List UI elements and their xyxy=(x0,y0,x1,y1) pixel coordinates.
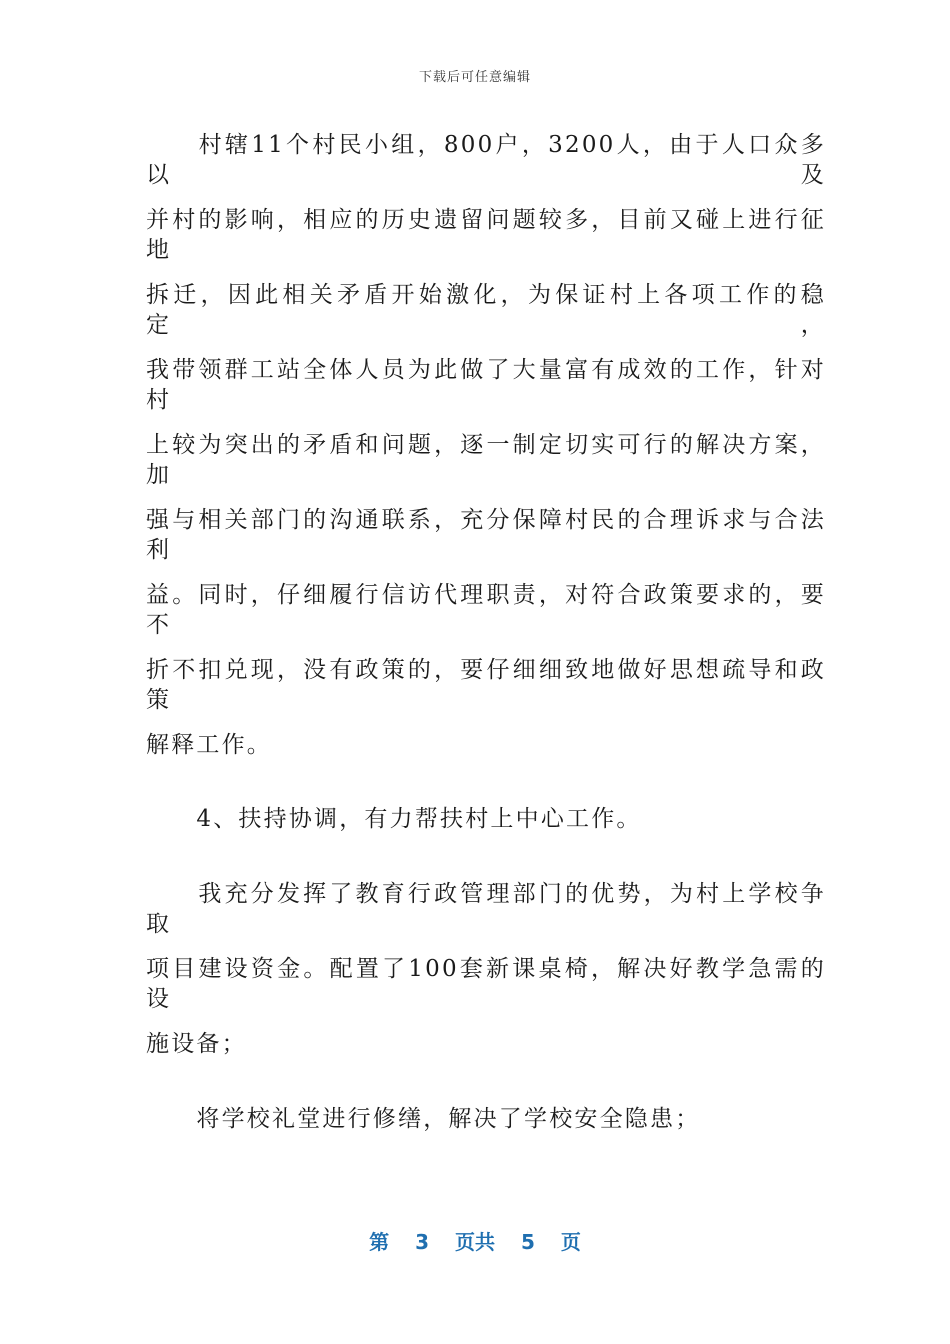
body-line: 强与相关部门的沟通联系，充分保障村民的合理诉求与合法利 xyxy=(146,507,826,563)
body-line: 上较为突出的矛盾和问题，逐一制定切实可行的解决方案，加 xyxy=(146,432,826,488)
body-line: 并村的影响，相应的历史遗留问题较多，目前又碰上进行征地 xyxy=(146,207,826,263)
body-line: 施设备； xyxy=(146,1031,247,1057)
page-label-suffix: 页 xyxy=(560,1230,581,1254)
body-line: 解释工作。 xyxy=(146,732,272,758)
current-page-number: 3 xyxy=(415,1230,429,1254)
page-label-mid: 页共 xyxy=(455,1230,495,1254)
page-label-prefix: 第 xyxy=(369,1230,390,1254)
body-line: 拆迁，因此相关矛盾开始激化，为保证村上各项工作的稳定， xyxy=(146,282,826,338)
body-line: 折不扣兑现，没有政策的，要仔细细致地做好思想疏导和政策 xyxy=(146,657,826,713)
body-line: 我带领群工站全体人员为此做了大量富有成效的工作，针对村 xyxy=(146,357,826,413)
body-line: 益。同时，仔细履行信访代理职责，对符合政策要求的，要不 xyxy=(146,582,826,638)
body-line: 项目建设资金。配置了100套新课桌椅，解决好教学急需的设 xyxy=(146,956,826,1012)
header-note: 下载后可任意编辑 xyxy=(418,70,531,85)
body-line: 将学校礼堂进行修缮，解决了学校安全隐患； xyxy=(146,1106,701,1132)
section-heading: 4、扶持协调，有力帮扶村上中心工作。 xyxy=(146,806,642,832)
body-line: 我充分发挥了教育行政管理部门的优势，为村上学校争取 xyxy=(146,881,826,937)
page-indicator xyxy=(0,1226,950,1255)
body-line: 村辖11个村民小组，800户，3200人，由于人口众多以及 xyxy=(146,132,826,188)
total-pages-number: 5 xyxy=(521,1230,535,1254)
